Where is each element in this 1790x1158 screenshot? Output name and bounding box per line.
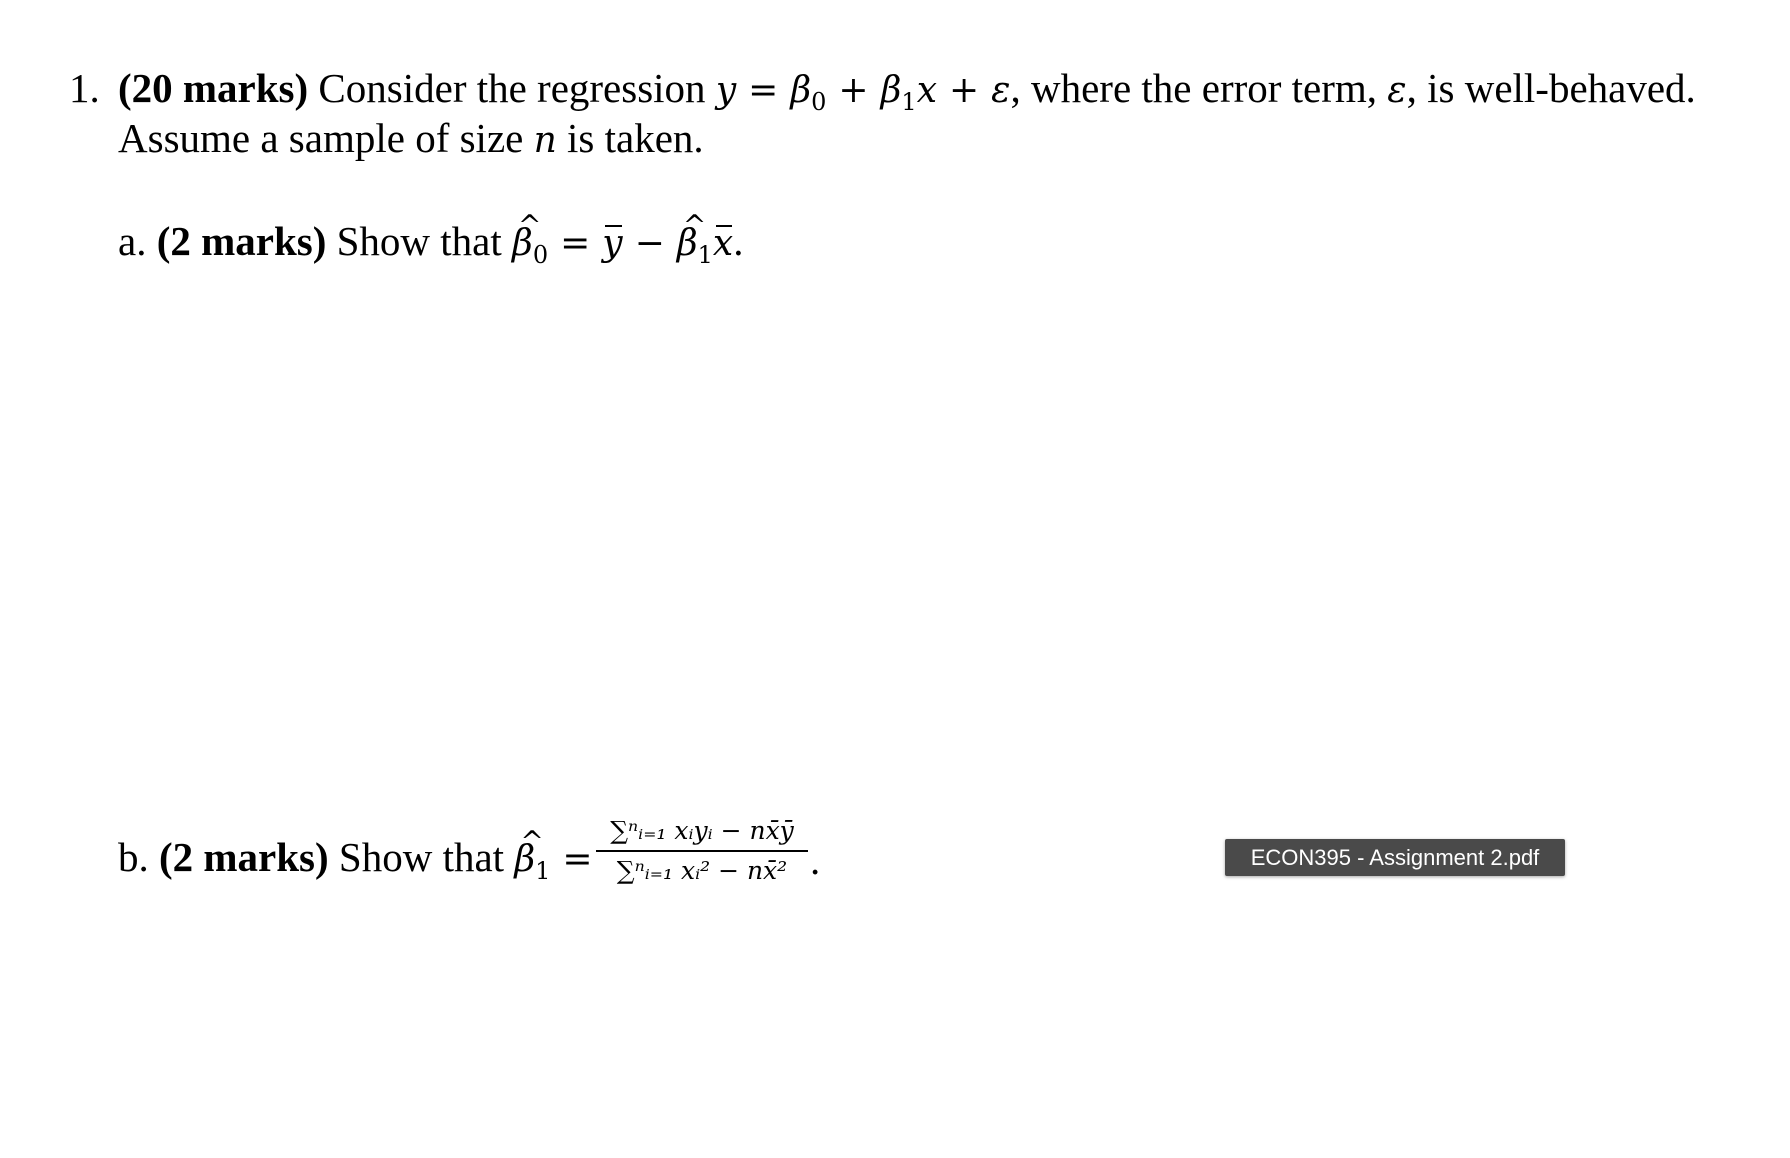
part-a-beta1-hat: ^ $\beta_1$ <box>677 223 713 264</box>
eq-beta0: $\beta_0$ <box>790 70 827 116</box>
part-a-text: Show that <box>336 218 502 264</box>
filename-tooltip: ECON395 - Assignment 2.pdf <box>1225 839 1565 876</box>
part-a-equals: = <box>560 223 591 264</box>
question-number: 1. <box>69 65 100 111</box>
question-intro-end: , is well-behaved. <box>1406 65 1696 111</box>
part-b-fraction <box>596 812 808 890</box>
question-intro-mid: , where the error term, <box>1010 65 1378 111</box>
part-a-label: a. <box>118 218 147 264</box>
eq-equals: = <box>748 70 779 111</box>
part-b-end: . <box>810 837 821 883</box>
part-a-ybar: y <box>602 219 622 269</box>
question-line2-after: is taken. <box>567 115 704 161</box>
part-b-equals: = <box>562 839 593 880</box>
part-a-minus: − <box>634 223 665 264</box>
part-a-end: . <box>733 218 744 264</box>
eq-y: y <box>715 70 737 111</box>
question-intro: Consider the regression <box>318 65 706 111</box>
part-a-marks: (2 marks) <box>156 218 327 264</box>
sample-size-var: n <box>533 120 557 161</box>
part-a <box>118 216 743 280</box>
question-line-2 <box>118 113 704 166</box>
part-b-text: Show that <box>338 834 505 880</box>
part-b <box>118 832 605 896</box>
fraction-numerator: ∑ⁿᵢ₌₁ xᵢyᵢ − nx̄ȳ <box>596 812 808 852</box>
eq-beta1x: $\beta_1x$ <box>880 70 937 116</box>
part-a-xbar: x <box>713 219 733 269</box>
part-b-marks: (2 marks) <box>159 834 329 880</box>
eq-epsilon: ε <box>991 70 1011 111</box>
fraction-denominator: ∑ⁿᵢ₌₁ xᵢ² − nx̄² <box>616 856 788 885</box>
eq-plus-1: + <box>838 70 869 111</box>
question-line2-before: Assume a sample of size <box>118 115 524 161</box>
error-term-symbol: ε <box>1387 70 1407 111</box>
part-a-beta0-hat: ^ $\beta_0$ <box>512 223 548 264</box>
question-marks: (20 marks) <box>118 65 309 111</box>
part-b-beta1-hat: ^ $\beta_1$ <box>514 839 550 880</box>
eq-plus-2: + <box>949 70 980 111</box>
part-b-label: b. <box>118 834 149 880</box>
